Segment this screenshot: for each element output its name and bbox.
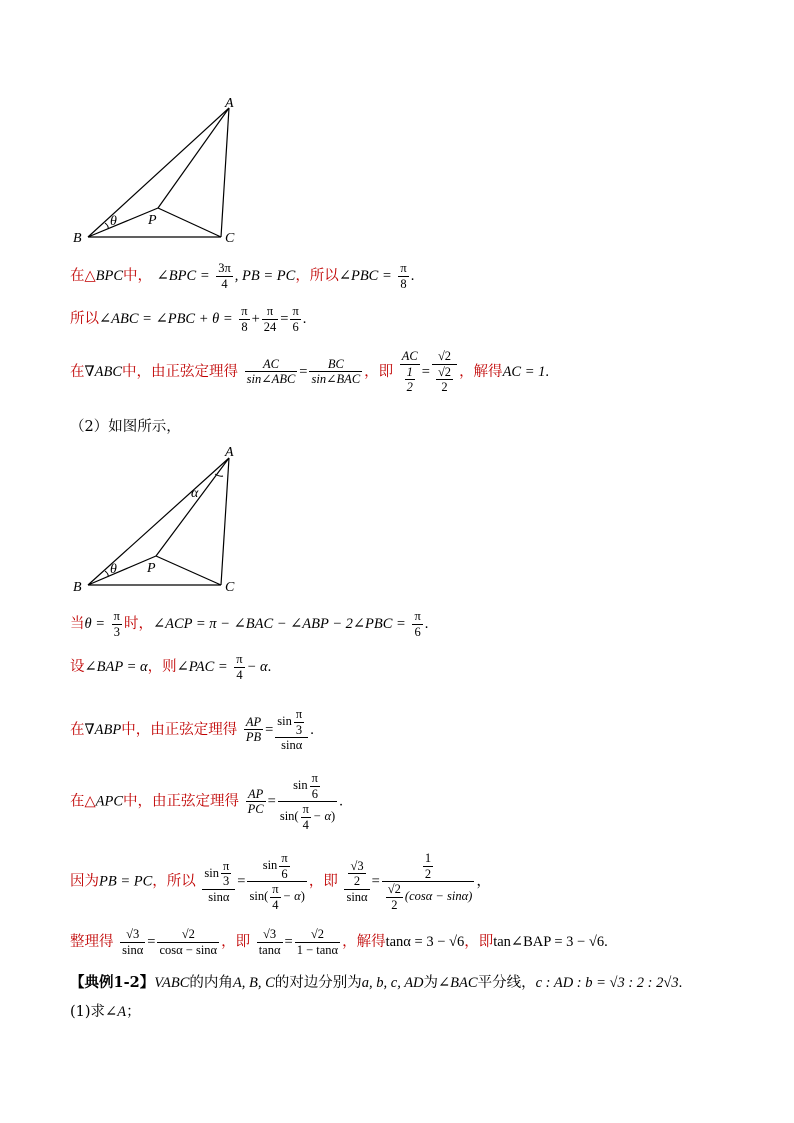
line-4 xyxy=(70,420,181,435)
text: 中，由正弦定理得 xyxy=(122,363,239,380)
math: − α xyxy=(282,888,301,903)
fraction xyxy=(112,610,122,638)
sub-fraction xyxy=(310,772,320,800)
den: sin( $\frac{\pi}{4}$ − α) xyxy=(279,802,336,832)
fraction xyxy=(245,358,298,386)
den: 3 xyxy=(295,722,303,737)
den: sinα xyxy=(346,889,368,904)
sub-fraction xyxy=(294,708,304,736)
line-1 xyxy=(70,262,414,290)
math: tan∠BAP = 3 − √6 xyxy=(493,934,605,950)
fraction xyxy=(216,262,233,290)
math: θ = xyxy=(84,616,106,632)
fraction xyxy=(157,928,219,956)
op: = xyxy=(265,721,274,738)
math: VABC xyxy=(154,975,190,991)
text: ，即 xyxy=(364,363,394,380)
math: a, b, c, AD xyxy=(361,975,424,991)
punct: . xyxy=(310,721,314,738)
text: 设 xyxy=(70,659,85,675)
fraction xyxy=(234,653,244,681)
fn: sin xyxy=(277,713,292,728)
num xyxy=(344,860,369,890)
num xyxy=(275,708,308,738)
line-10 xyxy=(70,928,608,956)
num: 1 xyxy=(424,851,432,865)
num: 1 xyxy=(406,364,413,379)
den xyxy=(400,365,420,394)
sub-fraction xyxy=(301,803,311,831)
text: ，所以 xyxy=(152,873,196,890)
line-3 xyxy=(70,350,549,394)
punct: ； xyxy=(126,1004,141,1020)
text: 中， xyxy=(123,268,153,284)
math: − α xyxy=(246,659,268,675)
punct: . xyxy=(267,659,272,675)
line-5 xyxy=(70,610,428,638)
fraction xyxy=(120,928,145,956)
math: A, B, C xyxy=(232,975,275,991)
text: 中，由正弦定理得 xyxy=(123,793,240,810)
text: 中，由正弦定理得 xyxy=(121,721,238,738)
math: ∠PAC = xyxy=(176,659,228,675)
text: 在 xyxy=(70,721,85,738)
num: π xyxy=(400,261,407,275)
fraction xyxy=(278,772,337,831)
fraction xyxy=(398,262,408,290)
fraction xyxy=(246,788,266,816)
sub-fraction xyxy=(386,883,403,911)
math: ∠PBC = xyxy=(338,268,392,284)
text: 平分线， xyxy=(477,975,536,991)
den: 2 xyxy=(391,897,398,912)
fraction xyxy=(432,350,457,394)
text: 为 xyxy=(423,975,439,991)
fn: sin xyxy=(204,865,219,880)
fraction xyxy=(412,610,422,638)
den: 3 xyxy=(223,874,230,889)
math: ∠A xyxy=(105,1004,127,1020)
text: ，则 xyxy=(147,659,177,675)
line-7 xyxy=(70,708,314,752)
num: π xyxy=(292,304,299,318)
num xyxy=(382,852,475,882)
label-c: C xyxy=(225,231,235,246)
num: AP xyxy=(246,788,266,803)
den: 24 xyxy=(263,319,277,334)
op: = xyxy=(299,363,308,380)
fraction xyxy=(295,928,340,956)
math: APC xyxy=(95,793,124,810)
op: = xyxy=(147,934,156,950)
triangle-figure-2 xyxy=(65,440,265,600)
den: 6 xyxy=(414,624,421,639)
den: PB xyxy=(245,730,262,745)
sub-fraction xyxy=(348,860,365,888)
den xyxy=(432,365,457,394)
den: 4 xyxy=(221,276,228,291)
num: π xyxy=(281,851,288,865)
fn: sin xyxy=(279,808,295,823)
math: − α xyxy=(312,808,332,823)
den: 1 − tanα xyxy=(296,942,339,957)
fraction xyxy=(382,852,475,911)
fraction xyxy=(344,860,369,904)
num: π xyxy=(311,771,318,785)
den: 4 xyxy=(302,817,309,832)
num: π xyxy=(414,609,421,623)
fraction xyxy=(247,852,306,911)
fn: sin xyxy=(293,777,308,792)
fraction xyxy=(309,358,362,386)
math: ∠ACP = π − ∠BAC − ∠ABP − 2∠PBC = xyxy=(152,616,406,632)
line-6 xyxy=(70,653,271,681)
math: (cosα − sinα) xyxy=(404,888,473,903)
op: = xyxy=(284,934,293,950)
math: PB = PC xyxy=(99,873,153,890)
num: √3 xyxy=(350,858,364,873)
label-theta: θ xyxy=(110,214,117,229)
line-12 xyxy=(70,1005,141,1020)
op: = xyxy=(371,873,380,890)
den: 6 xyxy=(292,319,299,334)
line-9 xyxy=(70,852,491,911)
fraction xyxy=(239,305,249,333)
text: 所以 xyxy=(70,311,99,327)
punct: ， xyxy=(476,873,491,890)
sub-fraction xyxy=(270,883,280,911)
text: 因为 xyxy=(70,873,99,890)
sub-fraction xyxy=(279,852,289,880)
num: √2 xyxy=(437,364,452,379)
num: π xyxy=(295,707,303,721)
den: cosα − sinα xyxy=(159,942,218,957)
den: 8 xyxy=(241,319,248,334)
example-tag: 【典例1-2】 xyxy=(70,974,155,991)
den: 3 xyxy=(113,624,120,639)
text: ，即 xyxy=(221,934,251,950)
num: π xyxy=(262,305,279,320)
num: AC xyxy=(245,358,298,373)
fraction xyxy=(257,928,283,956)
text: 当 xyxy=(70,616,85,632)
math: tanα = 3 − √6 xyxy=(385,934,465,950)
sub-fraction xyxy=(405,366,415,394)
punct: . xyxy=(410,268,415,284)
line-2 xyxy=(70,305,306,333)
sub-fraction xyxy=(423,852,433,880)
text: 时， xyxy=(123,616,153,632)
op: = xyxy=(237,873,246,890)
den: sin∠ABC xyxy=(246,372,296,387)
math: BPC xyxy=(95,268,124,284)
op: + xyxy=(251,311,260,327)
num: π xyxy=(241,304,248,318)
text: (1)求 xyxy=(70,1004,106,1020)
math: ∠ABC = ∠PBC + θ = xyxy=(99,311,233,327)
math: c : AD : b = √3 : 2 : 2√3 xyxy=(535,975,679,991)
punct: . xyxy=(424,616,429,632)
den: sinα xyxy=(281,738,303,752)
text: 在 xyxy=(70,363,85,380)
num: √2 xyxy=(387,882,401,896)
num: √2 xyxy=(157,928,219,943)
den: 8 xyxy=(400,276,407,291)
num: √3 xyxy=(257,928,283,943)
text: （2）如图所示， xyxy=(70,419,181,435)
den: 2 xyxy=(424,866,432,881)
triangle-figure-1 xyxy=(65,90,265,250)
den: 2 xyxy=(441,380,448,394)
num: π xyxy=(222,858,230,873)
label-p: P xyxy=(148,213,157,228)
label-p: P xyxy=(147,561,156,576)
label-a: A xyxy=(225,445,234,460)
punct: . xyxy=(678,975,683,991)
fraction xyxy=(244,716,263,744)
math: AC = 1 xyxy=(502,363,546,380)
fraction xyxy=(275,708,308,752)
num: √2 xyxy=(432,350,457,365)
den: 4 xyxy=(272,897,279,912)
num xyxy=(202,860,235,890)
math: , PB = PC xyxy=(234,268,296,284)
text: 在△ xyxy=(70,793,96,810)
math: ∠BAC xyxy=(438,975,478,991)
fn: sin xyxy=(262,857,278,872)
label-theta: θ xyxy=(110,562,117,577)
label-b: B xyxy=(73,231,82,246)
num: AC xyxy=(401,349,418,363)
fraction xyxy=(262,305,279,333)
fraction xyxy=(400,350,420,394)
num: √2 xyxy=(295,928,340,943)
text: 的对边分别为 xyxy=(274,975,362,991)
label-b: B xyxy=(73,580,82,595)
den: sin∠BAC xyxy=(311,372,361,387)
punct: . xyxy=(339,793,343,810)
den: 2 xyxy=(353,874,361,889)
sub-fraction xyxy=(436,366,453,394)
num: AP xyxy=(245,714,262,729)
op: = xyxy=(267,793,276,810)
text: ，解得 xyxy=(459,363,503,380)
den: PC xyxy=(247,802,264,816)
op: = xyxy=(280,311,289,327)
math: ∇ABP xyxy=(84,721,122,738)
math: ∠BAP = α xyxy=(84,659,148,675)
punct: . xyxy=(604,934,608,950)
den: tanα xyxy=(258,942,281,957)
num xyxy=(247,852,306,882)
den: 4 xyxy=(236,667,243,682)
num: √3 xyxy=(120,928,145,943)
num: π xyxy=(272,882,279,896)
den xyxy=(382,882,475,911)
num xyxy=(278,772,337,802)
text: ，即 xyxy=(308,873,338,890)
num: 3π xyxy=(218,261,231,275)
num: π xyxy=(113,609,120,623)
fn: sin xyxy=(249,888,265,903)
den: 6 xyxy=(311,786,318,801)
fraction xyxy=(202,860,235,904)
line-11 xyxy=(70,976,682,991)
punct: . xyxy=(545,363,550,380)
sub-fraction xyxy=(221,860,231,888)
label-alpha: α xyxy=(191,486,199,501)
text: 的内角 xyxy=(189,975,233,991)
math: ∇ABC xyxy=(84,363,123,380)
fraction xyxy=(290,305,300,333)
den: sin( $\frac{\pi}{4}$ − α) xyxy=(249,882,305,912)
text: 整理得 xyxy=(70,934,114,950)
math: ∠BPC = xyxy=(156,268,210,284)
text: ，解得 xyxy=(342,934,386,950)
label-a: A xyxy=(225,96,234,111)
den: sinα xyxy=(122,942,144,957)
line-8 xyxy=(70,772,343,831)
text: 在△ xyxy=(70,268,96,284)
text: ，即 xyxy=(464,934,494,950)
punct: . xyxy=(302,311,307,327)
den: 2 xyxy=(406,380,413,394)
num: π xyxy=(302,802,309,816)
text: ，所以 xyxy=(295,268,339,284)
label-c: C xyxy=(225,580,235,595)
den: sinα xyxy=(208,889,230,904)
op: = xyxy=(421,363,430,380)
num: π xyxy=(236,652,243,666)
den: 6 xyxy=(281,866,288,881)
num: BC xyxy=(309,358,362,373)
